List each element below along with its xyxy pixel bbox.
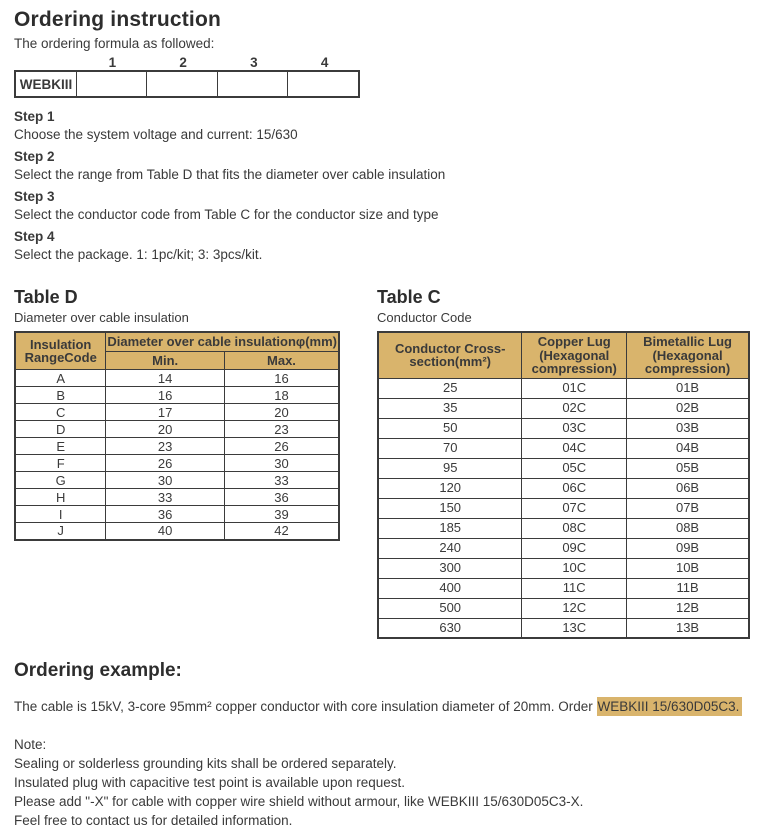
step-4-label: Step 4 — [14, 229, 55, 244]
notes-section — [14, 735, 745, 830]
table-cell: 16 — [224, 370, 339, 387]
table-row — [378, 378, 749, 398]
table-cell: 06B — [627, 478, 749, 498]
table-cell: 40 — [106, 523, 225, 540]
table-cell: 14 — [106, 370, 225, 387]
table-row — [378, 518, 749, 538]
table-cell: 07C — [522, 498, 627, 518]
table-row — [378, 438, 749, 458]
note-line-2: Insulated plug with capacitive test point is available upon request. — [14, 775, 405, 790]
table-cell: 20 — [106, 421, 225, 438]
step-2-label: Step 2 — [14, 149, 55, 164]
note-label: Note: — [14, 737, 47, 752]
table-row — [378, 578, 749, 598]
page-title: Ordering instruction — [14, 8, 222, 31]
table-cell: 23 — [106, 438, 225, 455]
table-row — [378, 498, 749, 518]
table-cell: H — [15, 489, 106, 506]
table-cell: 33 — [224, 472, 339, 489]
table-d-header-min: Min. — [106, 351, 225, 370]
table-cell: B — [15, 387, 106, 404]
example-text-before: The cable is 15kV, 3-core 95mm² copper conductor with core insulation diameter of 20mm. Order — [14, 699, 597, 714]
formula-position-numbers — [14, 55, 360, 70]
table-row — [15, 506, 339, 523]
step-3-text: Select the conductor code from Table C for the conductor size and type — [14, 207, 439, 222]
table-cell: 300 — [378, 558, 522, 578]
table-c-section — [377, 286, 750, 639]
table-cell: 08B — [627, 518, 749, 538]
table-cell: 185 — [378, 518, 522, 538]
note-line-1: Sealing or solderless grounding kits shall be ordered separately. — [14, 756, 397, 771]
table-cell: 11C — [522, 578, 627, 598]
table-cell: 39 — [224, 506, 339, 523]
table-cell: 26 — [106, 455, 225, 472]
table-cell: I — [15, 506, 106, 523]
formula-blank-cell-1 — [77, 72, 147, 96]
table-cell: 02B — [627, 398, 749, 418]
table-d-header — [15, 332, 339, 370]
table-cell: 10B — [627, 558, 749, 578]
table-row — [15, 472, 339, 489]
table-row — [15, 455, 339, 472]
table-row — [15, 387, 339, 404]
table-cell: 03C — [522, 418, 627, 438]
table-cell: F — [15, 455, 106, 472]
table-cell: 13B — [627, 618, 749, 638]
note-line-4: Feel free to contact us for detailed information. — [14, 813, 293, 828]
table-c-subtitle: Conductor Code — [377, 310, 472, 325]
table-cell: 240 — [378, 538, 522, 558]
table-row — [15, 370, 339, 387]
formula-blank-cell-2 — [147, 72, 217, 96]
table-d-header-range: Insulation RangeCode — [15, 332, 106, 370]
table-row — [378, 538, 749, 558]
table-cell: 23 — [224, 421, 339, 438]
table-row — [378, 418, 749, 438]
table-cell: 33 — [106, 489, 225, 506]
ordering-example-title: Ordering example: — [14, 660, 182, 681]
table-cell: 08C — [522, 518, 627, 538]
table-cell: 06C — [522, 478, 627, 498]
table-cell: 95 — [378, 458, 522, 478]
table-cell: 02C — [522, 398, 627, 418]
table-cell: 35 — [378, 398, 522, 418]
step-3-label: Step 3 — [14, 189, 55, 204]
table-cell: 01C — [522, 378, 627, 398]
table-d-body — [15, 370, 339, 540]
table-d-subtitle: Diameter over cable insulation — [14, 310, 189, 325]
table-d-header-span: Diameter over cable insulationφ(mm) — [107, 334, 337, 349]
table-cell: 09C — [522, 538, 627, 558]
table-row — [15, 404, 339, 421]
table-cell: C — [15, 404, 106, 421]
table-cell: 30 — [106, 472, 225, 489]
formula-blank-cell-3 — [218, 72, 288, 96]
table-row — [15, 523, 339, 540]
table-row — [15, 489, 339, 506]
table-c-header — [378, 332, 749, 378]
table-d-header-max: Max. — [224, 351, 339, 370]
ordering-formula-table — [14, 70, 360, 98]
table-cell: D — [15, 421, 106, 438]
table-cell: 26 — [224, 438, 339, 455]
table-c-title: Table C — [377, 287, 441, 307]
table-cell: 18 — [224, 387, 339, 404]
position-number-1: 1 — [108, 55, 117, 70]
table-cell: 05C — [522, 458, 627, 478]
step-2-text: Select the range from Table D that fits the diameter over cable insulation — [14, 167, 446, 182]
table-cell: 36 — [106, 506, 225, 523]
table-cell: 12C — [522, 598, 627, 618]
table-cell: A — [15, 370, 106, 387]
table-row — [378, 398, 749, 418]
table-cell: 630 — [378, 618, 522, 638]
table-cell: 25 — [378, 378, 522, 398]
table-cell: 01B — [627, 378, 749, 398]
table-row — [15, 421, 339, 438]
step-1-label: Step 1 — [14, 109, 55, 124]
table-c-header-copper-lug: Copper Lug (Hexagonal compression) — [522, 332, 627, 378]
steps-list — [14, 108, 745, 264]
table-cell: 16 — [106, 387, 225, 404]
formula-intro-text: The ordering formula as followed: — [14, 36, 215, 51]
table-cell: 10C — [522, 558, 627, 578]
table-cell: E — [15, 438, 106, 455]
table-row — [378, 458, 749, 478]
table-cell: 500 — [378, 598, 522, 618]
table-cell: 17 — [106, 404, 225, 421]
step-1-text: Choose the system voltage and current: 15/630 — [14, 127, 298, 142]
table-cell: 12B — [627, 598, 749, 618]
table-row — [15, 438, 339, 455]
table-d-section — [14, 286, 340, 639]
table-cell: 42 — [224, 523, 339, 540]
table-d — [14, 331, 340, 541]
position-number-2: 2 — [179, 55, 187, 70]
tables-section — [14, 286, 745, 639]
table-cell: 50 — [378, 418, 522, 438]
table-c-header-cross-section: Conductor Cross-section(mm²) — [378, 332, 522, 378]
table-cell: 30 — [224, 455, 339, 472]
table-cell: 03B — [627, 418, 749, 438]
table-cell: 400 — [378, 578, 522, 598]
table-cell: 11B — [627, 578, 749, 598]
table-cell: 150 — [378, 498, 522, 518]
table-c-header-bimetallic-lug: Bimetallic Lug (Hexagonal compression) — [627, 332, 749, 378]
note-line-3: Please add "-X" for cable with copper wire shield without armour, like WEBKIII 15/630D05C3-X. — [14, 794, 584, 809]
table-c — [377, 331, 750, 639]
table-row — [378, 618, 749, 638]
step-4-text: Select the package. 1: 1pc/kit; 3: 3pcs/kit. — [14, 247, 263, 262]
table-cell: 13C — [522, 618, 627, 638]
formula-blank-cell-4 — [288, 72, 358, 96]
table-d-title: Table D — [14, 287, 78, 307]
table-cell: 04C — [522, 438, 627, 458]
table-cell: 120 — [378, 478, 522, 498]
table-row — [378, 598, 749, 618]
table-row — [378, 558, 749, 578]
formula-brand-cell: WEBKIII — [16, 72, 77, 96]
position-number-4: 4 — [320, 55, 329, 70]
table-row — [378, 478, 749, 498]
table-cell: 04B — [627, 438, 749, 458]
position-number-3: 3 — [250, 55, 258, 70]
ordering-example-text — [14, 697, 745, 717]
example-highlight: WEBKIII 15/630D05C3. — [597, 697, 743, 716]
table-cell: 20 — [224, 404, 339, 421]
position-spacer — [14, 55, 77, 70]
table-cell: J — [15, 523, 106, 540]
table-c-body — [378, 378, 749, 638]
table-cell: 09B — [627, 538, 749, 558]
table-cell: 05B — [627, 458, 749, 478]
table-cell: 70 — [378, 438, 522, 458]
table-cell: 36 — [224, 489, 339, 506]
table-cell: 07B — [627, 498, 749, 518]
table-cell: G — [15, 472, 106, 489]
